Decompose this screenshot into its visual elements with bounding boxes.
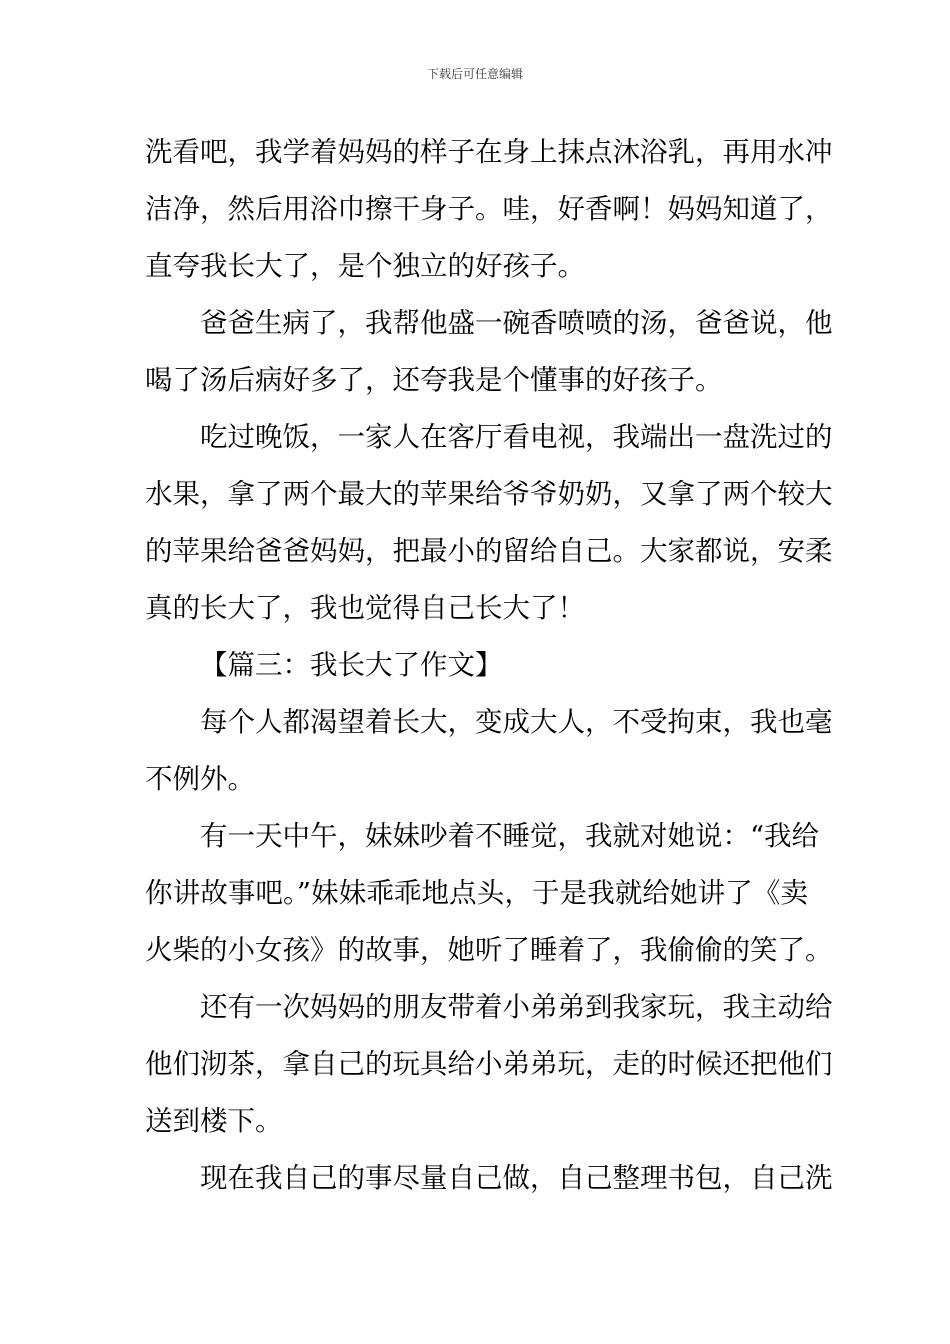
text-line: 他们沏茶，拿自己的玩具给小弟弟玩，走的时候还把他们 <box>145 1048 833 1080</box>
text-line: 吃过晚饭，一家人在客厅看电视，我端出一盘洗过的 <box>200 421 833 453</box>
text-line: 火柴的小女孩》的故事，她听了睡着了，我偷偷的笑了。 <box>145 934 833 966</box>
text-line: 真的长大了，我也觉得自己长大了！ <box>145 592 585 624</box>
text-line: 爸爸生病了，我帮他盛一碗香喷喷的汤，爸爸说，他 <box>200 307 833 339</box>
text-line: 不例外。 <box>145 763 255 795</box>
text-line: 现在我自己的事尽量自己做，自己整理书包，自己洗 <box>200 1162 833 1194</box>
page-header: 下载后可任意编辑 <box>426 67 523 81</box>
text-line: 你讲故事吧。”妹妹乖乖地点头，于是我就给她讲了《卖 <box>145 877 808 909</box>
text-line: 的苹果给爸爸妈妈，把最小的留给自己。大家都说，安柔 <box>145 535 833 567</box>
text-line: 还有一次妈妈的朋友带着小弟弟到我家玩，我主动给 <box>200 991 833 1023</box>
text-line: 洁净，然后用浴巾擦干身子。哇，好香啊！妈妈知道了， <box>145 193 833 225</box>
text-line: 【篇三：我长大了作文】 <box>200 649 503 681</box>
text-line: 水果，拿了两个最大的苹果给爷爷奶奶，又拿了两个较大 <box>145 478 833 510</box>
text-line: 洗看吧，我学着妈妈的样子在身上抹点沐浴乳，再用水冲 <box>145 136 833 168</box>
text-line: 每个人都渴望着长大，变成大人，不受拘束，我也毫 <box>200 706 833 738</box>
document-body <box>145 124 833 1207</box>
text-line: 直夸我长大了，是个独立的好孩子。 <box>145 250 585 282</box>
text-line: 送到楼下。 <box>145 1105 283 1137</box>
text-line: 喝了汤后病好多了，还夸我是个懂事的好孩子。 <box>145 364 723 396</box>
text-line: 有一天中午，妹妹吵着不睡觉，我就对她说：“我给 <box>200 820 820 852</box>
